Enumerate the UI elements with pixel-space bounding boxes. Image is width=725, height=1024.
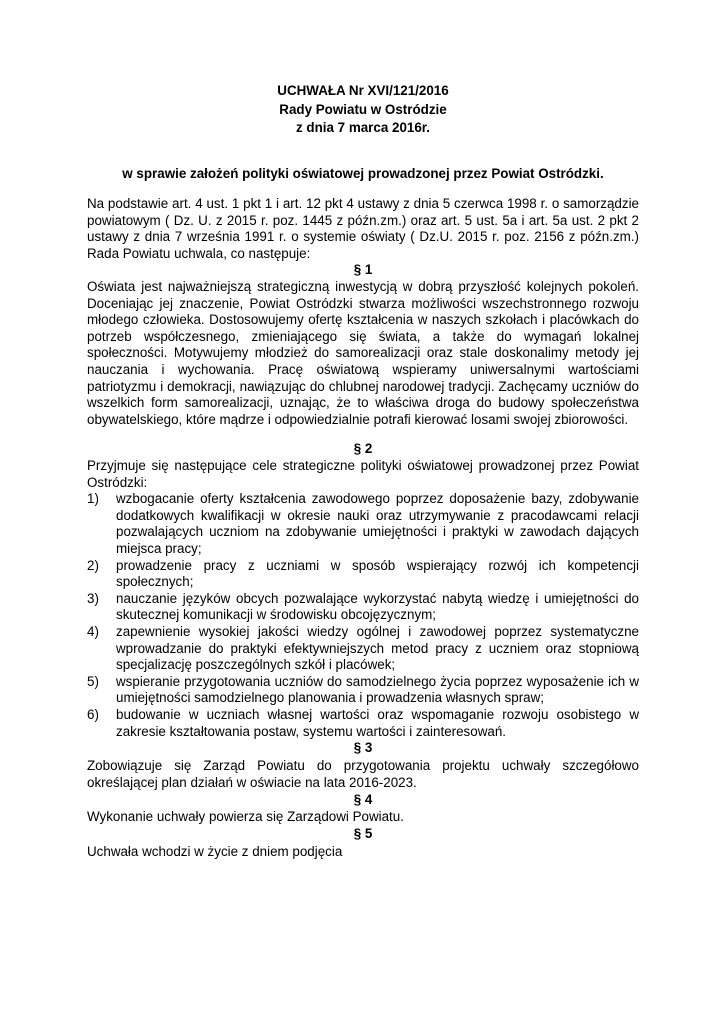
list-item-text: nauczanie języków obcych pozwalające wykorzystać nabytą wiedzę i umiejętności do skutecznej komunikacji w środowisku obcojęzycznym; bbox=[116, 590, 639, 623]
resolution-subject: w sprawie założeń polityki oświatowej prowadzonej przez Powiat Ostródzki. bbox=[122, 165, 604, 181]
section-4-heading: § 4 bbox=[353, 791, 373, 807]
section-4-text: Wykonanie uchwały powierza się Zarządowi Powiatu. bbox=[87, 809, 404, 825]
list-item bbox=[87, 707, 639, 740]
list-item-number: 1) bbox=[87, 491, 99, 507]
section-1-heading: § 1 bbox=[353, 262, 373, 278]
section-5-heading: § 5 bbox=[353, 826, 373, 842]
list-item-number: 5) bbox=[87, 673, 99, 689]
list-item-text: budowanie w uczniach własnej wartości oraz wspomaganie rozwoju osobistego w zakresie kształtowania postaw, systemu wartości i zainteresowań. bbox=[116, 706, 639, 739]
list-item-number: 6) bbox=[87, 706, 99, 722]
section-3-text: Zobowiązuje się Zarząd Powiatu do przygotowania projektu uchwały szczegółowo określającej plan działań w oświacie na lata 2016-2023. bbox=[87, 757, 639, 791]
list-item bbox=[87, 491, 639, 557]
resolution-date: z dnia 7 marca 2016r. bbox=[296, 120, 430, 135]
resolution-issuer: Rady Powiatu w Ostródzie bbox=[279, 101, 447, 117]
list-item bbox=[87, 674, 639, 707]
preamble: Na podstawie art. 4 ust. 1 pkt 1 i art. 12 pkt 4 ustawy z dnia 5 czerwca 1998 r. o samorządzie powiatowym ( Dz. U. z 2015 r. poz. 1445 z późn.zm.) oraz art. 5 ust. 5a i art. 5a ust. 2 pkt 2 ustawy z dnia 7 września 1991 r. o systemie oświaty ( Dz.U. 2015 r. poz. 2156 z późn.zm.) Rada Powiatu uchwala, co następuje: bbox=[87, 196, 639, 261]
list-item-text: prowadzenie pracy z uczniami w sposób wspierający rozwój ich kompetencji społecznych; bbox=[116, 557, 639, 590]
list-item-number: 2) bbox=[87, 557, 99, 573]
strategic-goals-list bbox=[87, 491, 639, 740]
section-5-text: Uchwała wchodzi w życie z dniem podjęcia bbox=[87, 843, 343, 859]
document-page bbox=[87, 82, 639, 860]
list-item-text: wspieranie przygotowania uczniów do samodzielnego życia poprzez wyposażenie ich w umiejętności samodzielnego planowania i prowadzenia własnych spraw; bbox=[116, 673, 639, 706]
list-item-text: zapewnienie wysokiej jakości wiedzy ogólnej i zawodowej poprzez systematyczne wprowadzanie do praktyki efektywniejszych metod pracy z uczniem oraz stopniową specjalizację poszczególnych szkół i placówek; bbox=[116, 623, 639, 673]
resolution-title: UCHWAŁA Nr XVI/121/2016 bbox=[277, 83, 449, 98]
list-item bbox=[87, 591, 639, 624]
section-3-heading: § 3 bbox=[353, 740, 373, 756]
list-item bbox=[87, 624, 639, 674]
list-item-number: 3) bbox=[87, 590, 99, 606]
section-2-heading: § 2 bbox=[353, 441, 373, 457]
list-item-number: 4) bbox=[87, 623, 99, 639]
document-header bbox=[87, 82, 639, 138]
list-item-text: wzbogacanie oferty kształcenia zawodowego poprzez doposażenie bazy, zdobywanie dodatkowych kwalifikacji w okresie nauki oraz utrzymywanie z pracodawcami relacji pozwalających uczniom na zdobywanie umiejętności i praktyki w zawodach dających miejsca pracy; bbox=[116, 491, 639, 556]
section-2-intro: Przyjmuje się następujące cele strategiczne polityki oświatowej prowadzonej przez Powiat Ostródzki: bbox=[87, 458, 639, 490]
section-1-text: Oświata jest najważniejszą strategiczną inwestycją w dobrą przyszłość kolejnych pokoleń. Doceniając jej znaczenie, Powiat Ostródzki stwarza możliwości wszechstronnego rozwoju młodego człowieka. Dostosowujemy ofertę kształcenia w naszych szkołach i placówkach do potrzeb współczesnego, zmieniającego się świata, a także do wymagań lokalnej społeczności. Motywujemy młodzież do samorealizacji oraz stale doskonalimy metody jej nauczania i wychowania. Pracę oświatową wspieramy uniwersalnymi wartościami patriotyzmu i demokracji, nawiązując do chlubnej narodowej tradycji. Zachęcamy uczniów do wszelkich form samorealizacji, uznając, że to właściwa droga do budowy społeczeństwa obywatelskiego, które mądrze i odpowiedzialnie potrafi kierować losami swojej zbiorowości. bbox=[87, 279, 639, 427]
list-item bbox=[87, 558, 639, 591]
